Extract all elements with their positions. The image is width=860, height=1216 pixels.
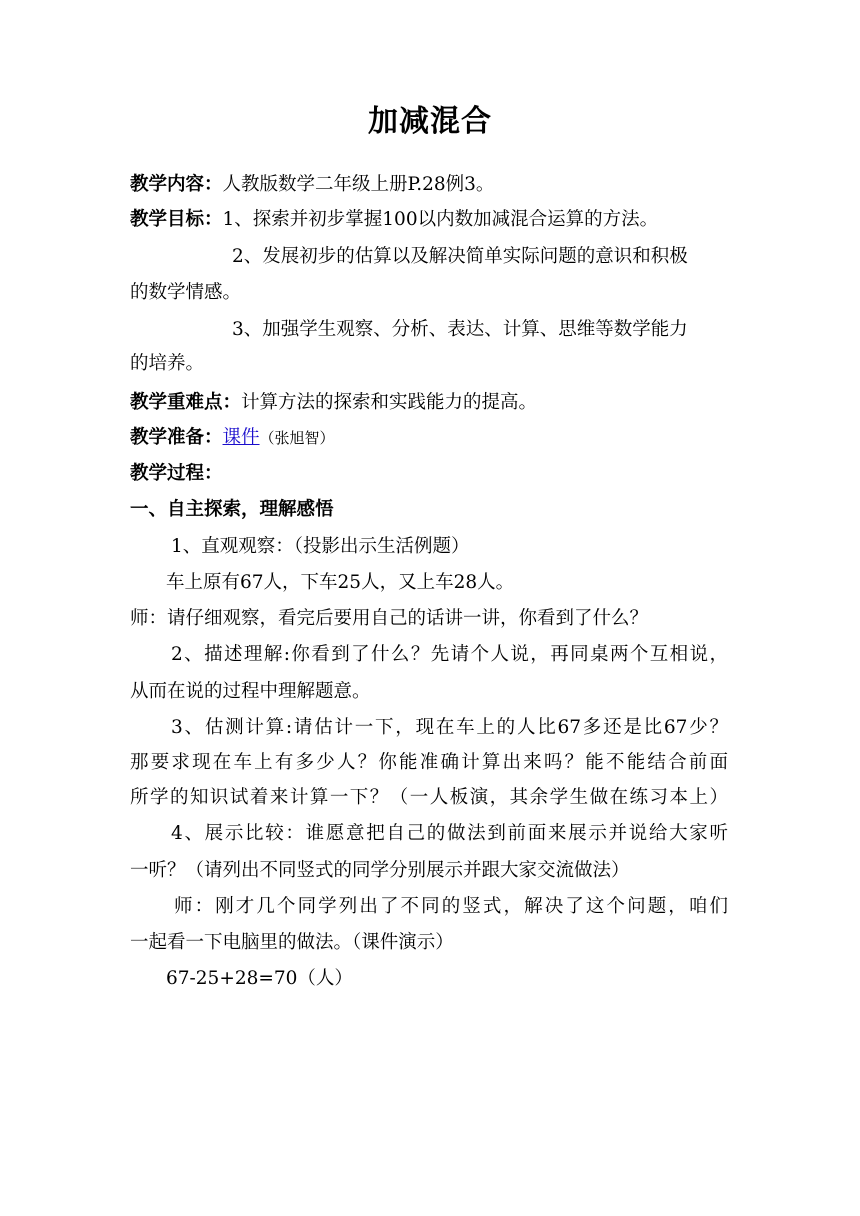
equation: 67-25+28=70（人）: [166, 968, 353, 989]
teacher-prompt-1: 师：请仔细观察，看完后要用自己的话讲一讲，你看到了什么？: [130, 608, 649, 629]
courseware-link[interactable]: 课件: [222, 427, 260, 448]
preparation-line: [130, 425, 730, 451]
step-1: 1、直观观察：（投影出示生活例题）: [171, 536, 470, 557]
step-2-line-2: 从而在说的过程中理解题意。: [130, 681, 371, 702]
step-3-line-1: 3、估测计算:请估计一下，现在车上的人比67多还是比67少？: [171, 717, 728, 738]
step-3-line-2: 那要求现在车上有多少人？你能准确计算出来吗？能不能结合前面: [130, 752, 728, 773]
teaching-content-line: [130, 172, 730, 198]
courseware-author: （张旭智）: [259, 429, 335, 447]
key-points-line: [130, 390, 730, 416]
goal-3-line-2: 的培养。: [130, 353, 205, 374]
goal-1: 1、探索并初步掌握100以内数加减混合运算的方法。: [222, 209, 659, 230]
step-4-line-2: 一听？（请列出不同竖式的同学分别展示并跟大家交流做法）: [130, 860, 630, 881]
teaching-goals-line: [130, 207, 730, 233]
teaching-content-text: 人教版数学二年级上册P.28例3。: [222, 174, 495, 195]
step-4-line-1: 4、展示比较：谁愿意把自己的做法到前面来展示并说给大家听: [171, 823, 728, 844]
teaching-content-label: 教学内容：: [130, 174, 223, 195]
goal-2-line-2: 的数学情感。: [130, 282, 242, 303]
teaching-process-label: 教学过程：: [130, 463, 223, 484]
goal-2-line-1: 2、发展初步的估算以及解决简单实际问题的意识和积极: [232, 246, 688, 267]
goal-3-line-1: 3、加强学生观察、分析、表达、计算、思维等数学能力: [232, 319, 688, 340]
teacher-prompt-2-line-1: 师：刚才几个同学列出了不同的竖式，解决了这个问题，咱们: [174, 896, 728, 917]
preparation-label: 教学准备：: [130, 427, 223, 448]
teacher-prompt-2-line-2: 一起看一下电脑里的做法。（课件演示）: [130, 932, 454, 953]
example-problem: 车上原有67人，下车25人，又上车28人。: [166, 572, 515, 593]
key-points-label: 教学重难点：: [130, 392, 242, 413]
section-1-heading: 一、自主探索，理解感悟: [130, 499, 334, 520]
teaching-goals-label: 教学目标：: [130, 209, 223, 230]
step-3-line-3: 所学的知识试着来计算一下？（一人板演，其余学生做在练习本上）: [130, 787, 728, 808]
page-title: 加减混合: [368, 104, 492, 139]
step-2-line-1: 2、描述理解:你看到了什么？先请个人说，再同桌两个互相说，: [171, 644, 728, 665]
key-points-text: 计算方法的探索和实践能力的提高。: [241, 392, 538, 413]
